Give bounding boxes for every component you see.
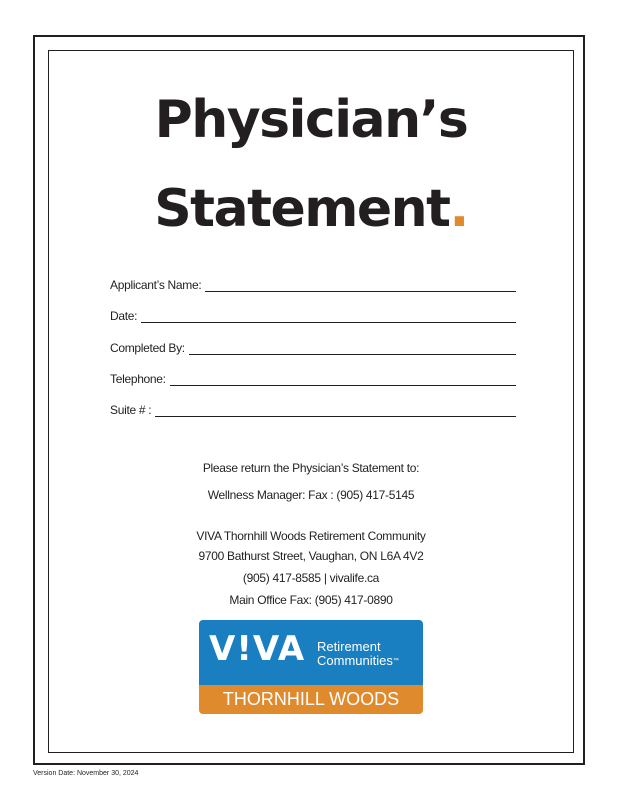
logo-subtitle <box>317 640 399 668</box>
viva-logo <box>199 620 423 714</box>
logo-location-band: THORNHILL WOODS <box>199 685 423 714</box>
community-name: VIVA Thornhill Woods Retirement Community <box>196 529 426 543</box>
applicant-name-field[interactable] <box>110 274 516 292</box>
date-label: Date: <box>110 309 138 323</box>
page-title-line1: Physician’s <box>154 90 468 150</box>
date-field[interactable] <box>110 305 516 323</box>
logo-trademark: ™ <box>392 658 399 664</box>
phone-website: (905) 417-8585 | vivalife.ca <box>242 571 380 585</box>
logo-sub-communities: Communities <box>317 653 393 668</box>
date-line[interactable] <box>141 310 516 323</box>
completed-by-field[interactable] <box>110 337 516 355</box>
suite-label: Suite # : <box>110 403 152 417</box>
applicant-name-line[interactable] <box>205 279 516 292</box>
wellness-manager-fax: Wellness Manager: Fax : (905) 417-5145 <box>207 488 415 502</box>
return-instruction: Please return the Physician’s Statement to: <box>202 461 420 475</box>
suite-line[interactable] <box>155 404 516 417</box>
completed-by-label: Completed By: <box>110 341 185 355</box>
page-title-line2: Statement. <box>154 179 468 239</box>
version-date: Version Date: November 30, 2024 <box>33 770 139 777</box>
telephone-label: Telephone: <box>110 372 166 386</box>
logo-brand: V!VA <box>209 629 306 669</box>
suite-field[interactable] <box>110 399 516 417</box>
applicant-name-label: Applicant’s Name: <box>110 278 202 292</box>
telephone-field[interactable] <box>110 368 516 386</box>
street-address: 9700 Bathurst Street, Vaughan, ON L6A 4V2 <box>198 549 424 563</box>
logo-blue-panel <box>199 620 423 685</box>
completed-by-line[interactable] <box>189 342 516 355</box>
telephone-line[interactable] <box>170 373 516 386</box>
logo-sub-retirement: Retirement <box>317 639 381 654</box>
office-fax: Main Office Fax: (905) 417-0890 <box>229 593 393 607</box>
title-accent-dot: . <box>449 179 468 239</box>
